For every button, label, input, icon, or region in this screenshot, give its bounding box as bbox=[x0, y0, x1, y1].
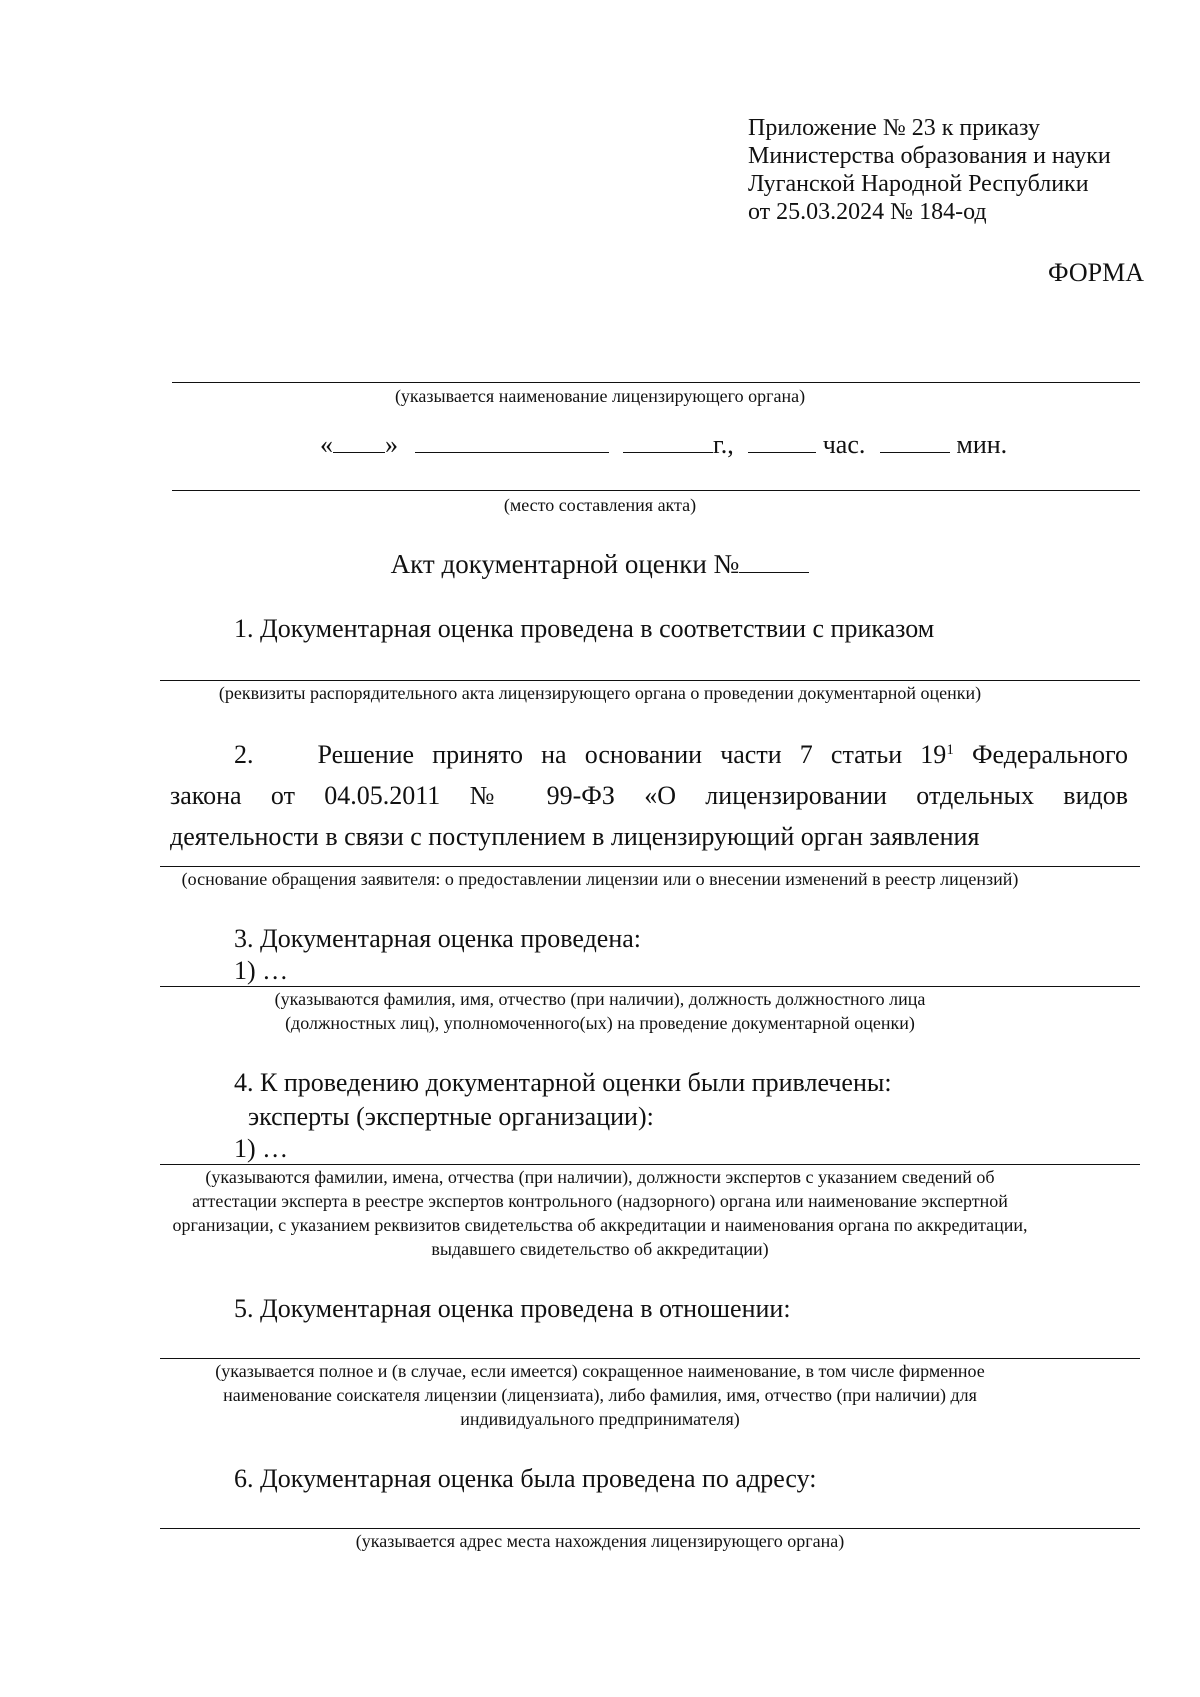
header-line-3: Луганской Народной Республики bbox=[748, 171, 1089, 197]
address-line bbox=[160, 1528, 1140, 1529]
officials-caption-1: (указываются фамилия, имя, отчество (при наличии), должность должностного лица bbox=[274, 989, 926, 1009]
basis-caption: (основание обращения заявителя: о предоставлении лицензии или о внесении изменений в реестр лицензий) bbox=[181, 869, 1019, 889]
section-3: 3. Документарная оценка проведена: bbox=[234, 924, 642, 953]
year-blank bbox=[623, 428, 713, 453]
close-quote: » bbox=[385, 430, 398, 459]
month-blank bbox=[415, 428, 609, 453]
subject-caption-3: индивидуального предпринимателя) bbox=[460, 1409, 740, 1429]
approval-header bbox=[748, 114, 1111, 226]
licensing-body-caption: (указывается наименование лицензирующего органа) bbox=[394, 386, 806, 406]
address-caption: (указывается адрес места нахождения лицензирующего органа) bbox=[355, 1531, 845, 1551]
order-details-line bbox=[160, 680, 1140, 681]
section-2 bbox=[170, 734, 1128, 857]
year-suffix: г., bbox=[713, 430, 734, 459]
section-2-line-1 bbox=[170, 734, 1128, 775]
open-quote: « bbox=[320, 430, 333, 459]
header-line-4: от 25.03.2024 № 184-од bbox=[748, 199, 987, 225]
experts-caption-4: выдавшего свидетельство об аккредитации) bbox=[431, 1239, 769, 1259]
section-2-line-3: деятельности в связи с поступлением в лицензирующий орган заявления bbox=[170, 822, 980, 851]
subject-line bbox=[160, 1358, 1140, 1359]
section-2-line-2: закона от 04.05.2011 № 99-ФЗ «О лицензировании отдельных видов bbox=[170, 781, 1128, 810]
basis-line bbox=[160, 866, 1140, 867]
licensing-body-line bbox=[172, 382, 1140, 383]
place-line bbox=[172, 490, 1140, 491]
form-label: ФОРМА bbox=[1048, 258, 1144, 287]
place-caption: (место составления акта) bbox=[503, 495, 697, 515]
header-line-1: Приложение № 23 к приказу bbox=[748, 115, 1040, 141]
minutes-blank bbox=[880, 428, 950, 453]
section-2-superscript: 1 bbox=[946, 742, 954, 758]
act-title-text: Акт документарной оценки № bbox=[390, 549, 740, 579]
section-3-item: 1) … bbox=[234, 956, 289, 985]
officials-caption-2: (должностных лиц), уполномоченного(ых) на проведение документарной оценки) bbox=[285, 1013, 915, 1033]
minutes-label: мин. bbox=[956, 430, 1008, 459]
act-number-blank bbox=[739, 548, 809, 573]
experts-caption-2: аттестации эксперта в реестре экспертов контрольного (надзорного) органа или наименование экспертной bbox=[192, 1191, 1008, 1211]
experts-caption-3: организации, с указанием реквизитов свидетельства об аккредитации и наименования органа по аккредитации, bbox=[172, 1215, 1028, 1235]
section-1: 1. Документарная оценка проведена в соответствии с приказом bbox=[234, 614, 935, 643]
date-time-line bbox=[320, 428, 1007, 460]
hours-blank bbox=[748, 428, 816, 453]
order-details-caption: (реквизиты распорядительного акта лицензирующего органа о проведении документарной оценки) bbox=[218, 683, 982, 703]
section-5: 5. Документарная оценка проведена в отношении: bbox=[234, 1294, 791, 1323]
officials-line bbox=[160, 986, 1140, 987]
section-4: 4. К проведению документарной оценки были привлечены: bbox=[234, 1068, 892, 1097]
section-4-item: 1) … bbox=[234, 1134, 289, 1163]
subject-caption-1: (указывается полное и (в случае, если имеется) сокращенное наименование, в том числе фирменное bbox=[215, 1361, 985, 1381]
experts-caption-1: (указываются фамилии, имена, отчества (при наличии), должности экспертов с указанием сведений об bbox=[205, 1167, 995, 1187]
section-2-text-a: Решение принято на основании части 7 статьи 19 bbox=[317, 740, 947, 769]
section-6: 6. Документарная оценка была проведена по адресу: bbox=[234, 1464, 817, 1493]
section-4-subtitle: эксперты (экспертные организации): bbox=[248, 1102, 654, 1131]
hours-label: час. bbox=[822, 430, 866, 459]
section-2-text-b: Федерального bbox=[953, 740, 1129, 769]
day-blank bbox=[333, 428, 385, 453]
experts-line bbox=[160, 1164, 1140, 1165]
header-line-2: Министерства образования и науки bbox=[748, 143, 1111, 169]
act-title bbox=[0, 548, 1200, 580]
subject-caption-2: наименование соискателя лицензии (лицензиата), либо фамилия, имя, отчество (при наличии) для bbox=[223, 1385, 977, 1405]
section-2-number: 2. bbox=[234, 740, 254, 769]
